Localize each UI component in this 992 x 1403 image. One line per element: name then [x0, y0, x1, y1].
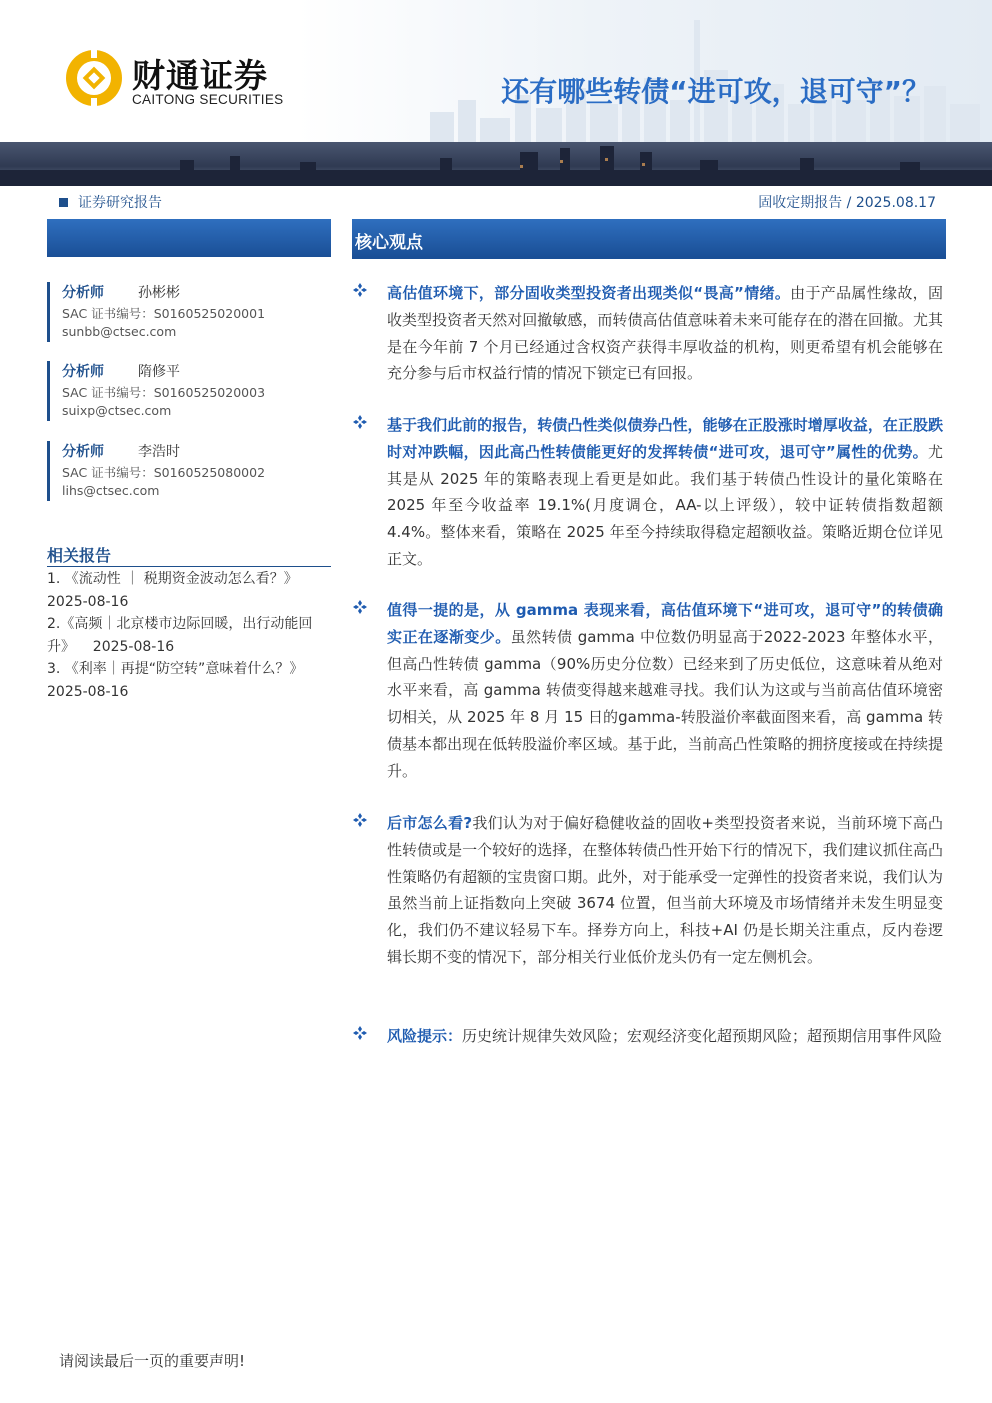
sidebar-header-bar	[47, 219, 331, 257]
core-point-body: 虽然转债 gamma 中位数仍明显高于2022-2023 年整体水平，但高凸性转债 gamma（90%历史分位数）已经来到了历史低位，这意味着从绝对水平来看，高 gamma 转债变得越来越难寻找。我们认为这或与当前高估值环境密切相关，从 2025 年 8 月 15 日的gamma-转股溢价率截面图来看，高 gamma 转债基本都出现在低转股溢价率区域。基于此，当前高凸性策略的拥挤度接或在持续提升。	[387, 627, 943, 780]
core-point-headline: 后市怎么看?	[387, 814, 473, 832]
core-views-title: 核心观点	[355, 233, 423, 253]
core-views-underline	[352, 257, 946, 259]
report-type-label	[59, 192, 162, 212]
analyst-name: 孙彬彬	[138, 285, 180, 301]
core-point-body: 尤其是从 2025 年的策略表现上看更是如此。我们基于转债凸性设计的量化策略在 2025 年至今收益率 19.1%(月度调仓，AA-以上评级），较中证转债指数超额 4.4%。整体来看，策略在 2025 年至今持续取得稳定超额收益。策略近期仓位详见正文。	[387, 442, 943, 568]
header-banner	[0, 0, 992, 186]
report-type-text: 证券研究报告	[78, 195, 162, 211]
square-bullet-icon	[59, 198, 68, 207]
analyst-name: 李浩时	[138, 444, 180, 460]
logo-english-name: CAITONG SECURITIES	[132, 92, 284, 107]
related-report-item[interactable]	[47, 613, 337, 658]
diamond-bullet-icon	[352, 812, 368, 828]
core-point-text	[387, 1023, 943, 1050]
core-point-text	[387, 280, 943, 387]
report-title: 还有哪些转债“进可攻，退可守”？	[501, 75, 930, 108]
related-report-title: 2.《高频｜北京楼市边际回暖，出行动能回	[47, 616, 313, 632]
core-point-text	[387, 412, 943, 573]
analyst-card	[47, 441, 331, 501]
analyst-card	[47, 282, 331, 342]
related-reports-divider	[47, 566, 331, 567]
analyst-card	[47, 361, 331, 421]
analyst-email[interactable]: lihs@ctsec.com	[62, 483, 160, 498]
related-report-date: 2025-08-16	[47, 593, 129, 610]
related-report-item[interactable]	[47, 658, 337, 703]
core-views-header	[352, 219, 946, 257]
core-point-body: 由于产品属性缘故，固收类型投资者天然对回撤敏感，而转债高估值意味着未来可能存在的潜在回撤。尤其是在今年前 7 个月已经通过含权资产获得丰厚收益的机构，则更希望有机会能够在充分参与后市权益行情的情况下锁定已有回报。	[387, 284, 943, 383]
analyst-sac: SAC 证书编号：S0160525080002	[62, 465, 266, 480]
core-point-body: 我们认为对于偏好稳健收益的固收+类型投资者来说，当前环境下高凸性转债或是一个较好的选择，在整体转债凸性开始下行的情况下，我们建议抓住高凸性策略仍有超额的宝贵窗口期。此外，对于能承受一定弹性的投资者来说，我们认为虽然当前上证指数向上突破 3674 位置，但当前大环境及市场情绪并未发生明显变化，我们仍不建议轻易下车。择券方向上，科技+AI 仍是长期关注重点，反内卷逻辑长期不变的情况下，部分相关行业低价龙头仍有一定左侧机会。	[387, 814, 944, 966]
analyst-role: 分析师	[62, 444, 104, 460]
core-point-headline: 基于我们此前的报告，转债凸性类似债券凸性，能够在正股涨时增厚收益，在正股跌时对冲跌幅，因此高凸性转债能更好的发挥转债“进可攻，退可守”属性的优势。	[387, 416, 943, 461]
diamond-bullet-icon	[352, 599, 368, 615]
core-point-headline: 值得一提的是，从 gamma 表现来看，高估值环境下“进可攻，退可守”的转债确实正在逐渐变少。	[387, 601, 943, 646]
analyst-sac: SAC 证书编号：S0160525020003	[62, 385, 266, 400]
related-report-date: 2025-08-16	[47, 683, 129, 700]
core-point-text	[387, 597, 943, 785]
caitong-logo-icon	[62, 46, 126, 110]
core-point-headline: 高估值环境下，部分固收类型投资者出现类似“畏高”情绪。	[387, 284, 791, 302]
analyst-email[interactable]: suixp@ctsec.com	[62, 403, 172, 418]
analyst-sac: SAC 证书编号：S0160525020001	[62, 306, 266, 321]
related-report-title: 1. 《流动性 ｜ 税期资金波动怎么看？》	[47, 571, 298, 587]
analyst-email[interactable]: sunbb@ctsec.com	[62, 324, 177, 339]
related-report-item[interactable]	[47, 568, 337, 613]
analyst-role: 分析师	[62, 364, 104, 380]
core-point-text	[387, 810, 943, 971]
related-report-title: 3. 《利率｜再提“防空转”意味着什么？》	[47, 661, 304, 677]
diamond-bullet-icon	[352, 1025, 368, 1041]
related-reports-title: 相关报告	[47, 546, 112, 565]
disclaimer-footer: 请阅读最后一页的重要声明!	[59, 1352, 246, 1370]
diamond-bullet-icon	[352, 282, 368, 298]
logo-chinese-name: 财通证券	[132, 56, 268, 95]
core-point-headline: 风险提示：	[387, 1027, 463, 1045]
diamond-bullet-icon	[352, 414, 368, 430]
analyst-name: 隋修平	[138, 364, 180, 380]
report-category-date: 固收定期报告 / 2025.08.17	[758, 195, 936, 211]
related-report-date: 升》 2025-08-16	[47, 638, 175, 655]
core-point-body: 历史统计规律失效风险；宏观经济变化超预期风险；超预期信用事件风险	[462, 1027, 943, 1045]
analyst-role: 分析师	[62, 285, 104, 301]
